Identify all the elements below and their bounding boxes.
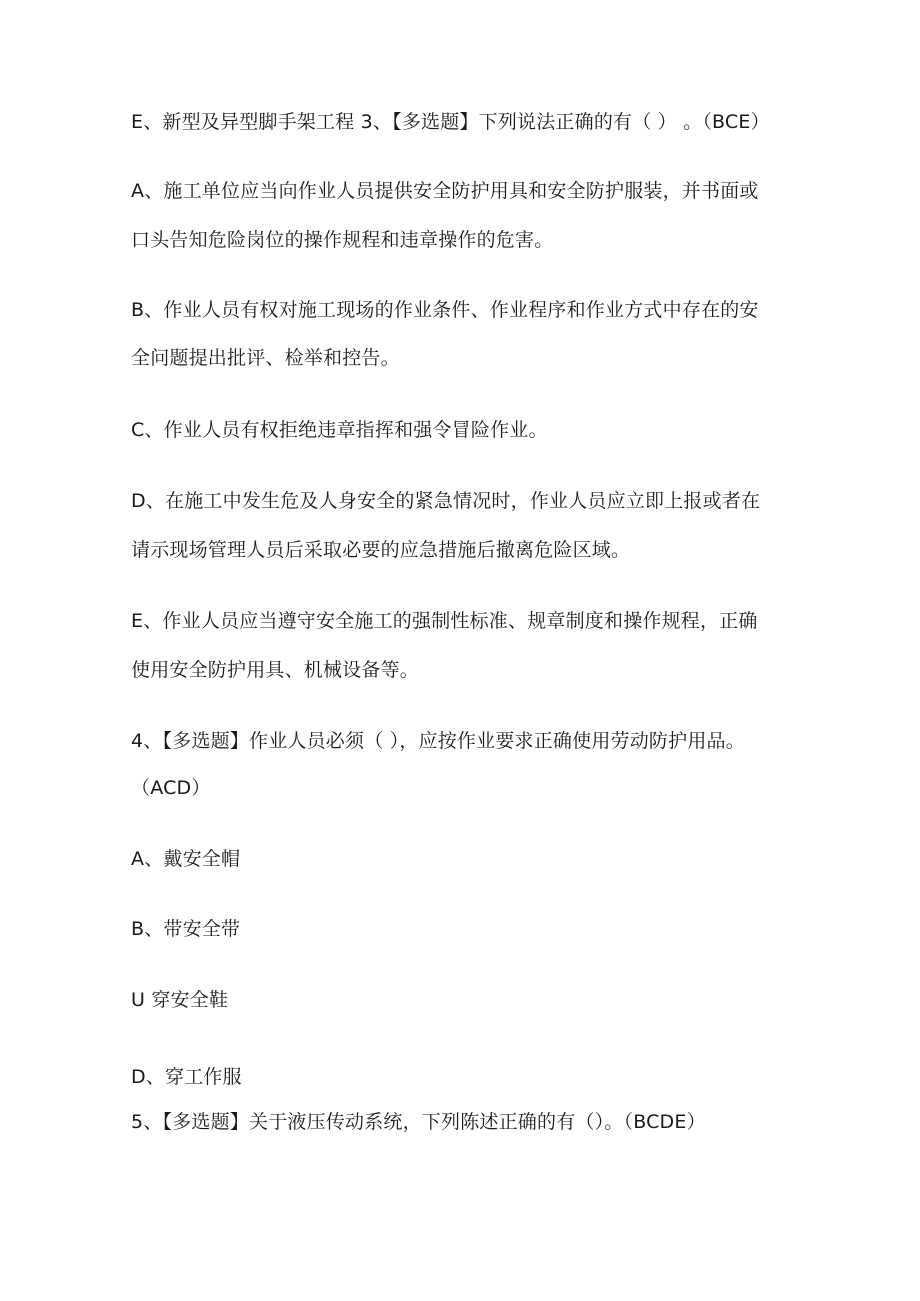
option-4c: U 穿安全鞋 bbox=[131, 989, 229, 1011]
question-3-text: E、新型及异型脚手架工程 3、【多选题】下列说法正确的有（ ） 。（BCE） bbox=[131, 111, 770, 133]
option-3a-line-1: A、施工单位应当向作业人员提供安全防护用具和安全防护服装，并书面或 bbox=[131, 180, 759, 202]
question-4-answer: （ACD） bbox=[131, 777, 211, 799]
option-3a-line-2: 口头告知危险岗位的操作规程和违章操作的危害。 bbox=[131, 229, 554, 251]
option-3e-line-2: 使用安全防护用具、机械设备等。 bbox=[131, 659, 420, 681]
option-4d: D、穿工作服 bbox=[131, 1066, 242, 1088]
option-3b-line-2: 全问题提出批评、检举和控告。 bbox=[131, 347, 400, 369]
option-3b-line-1: B、作业人员有权对施工现场的作业条件、作业程序和作业方式中存在的安 bbox=[131, 299, 759, 321]
option-3c: C、作业人员有权拒绝违章指挥和强令冒险作业。 bbox=[131, 419, 548, 441]
option-4a: A、戴安全帽 bbox=[131, 848, 241, 870]
option-3e-line-1: E、作业人员应当遵守安全施工的强制性标准、规章制度和操作规程，正确 bbox=[131, 610, 758, 632]
option-4b: B、带安全带 bbox=[131, 918, 241, 940]
question-4-text: 4、【多选题】作业人员必须（ ），应按作业要求正确使用劳动防护用品。 bbox=[131, 730, 745, 752]
question-5-text: 5、【多选题】关于液压传动系统，下列陈述正确的有（）。（BCDE） bbox=[131, 1111, 706, 1133]
option-3d-line-1: D、在施工中发生危及人身安全的紧急情况时，作业人员应立即上报或者在 bbox=[131, 490, 761, 512]
option-3d-line-2: 请示现场管理人员后采取必要的应急措施后撤离危险区域。 bbox=[131, 539, 631, 561]
